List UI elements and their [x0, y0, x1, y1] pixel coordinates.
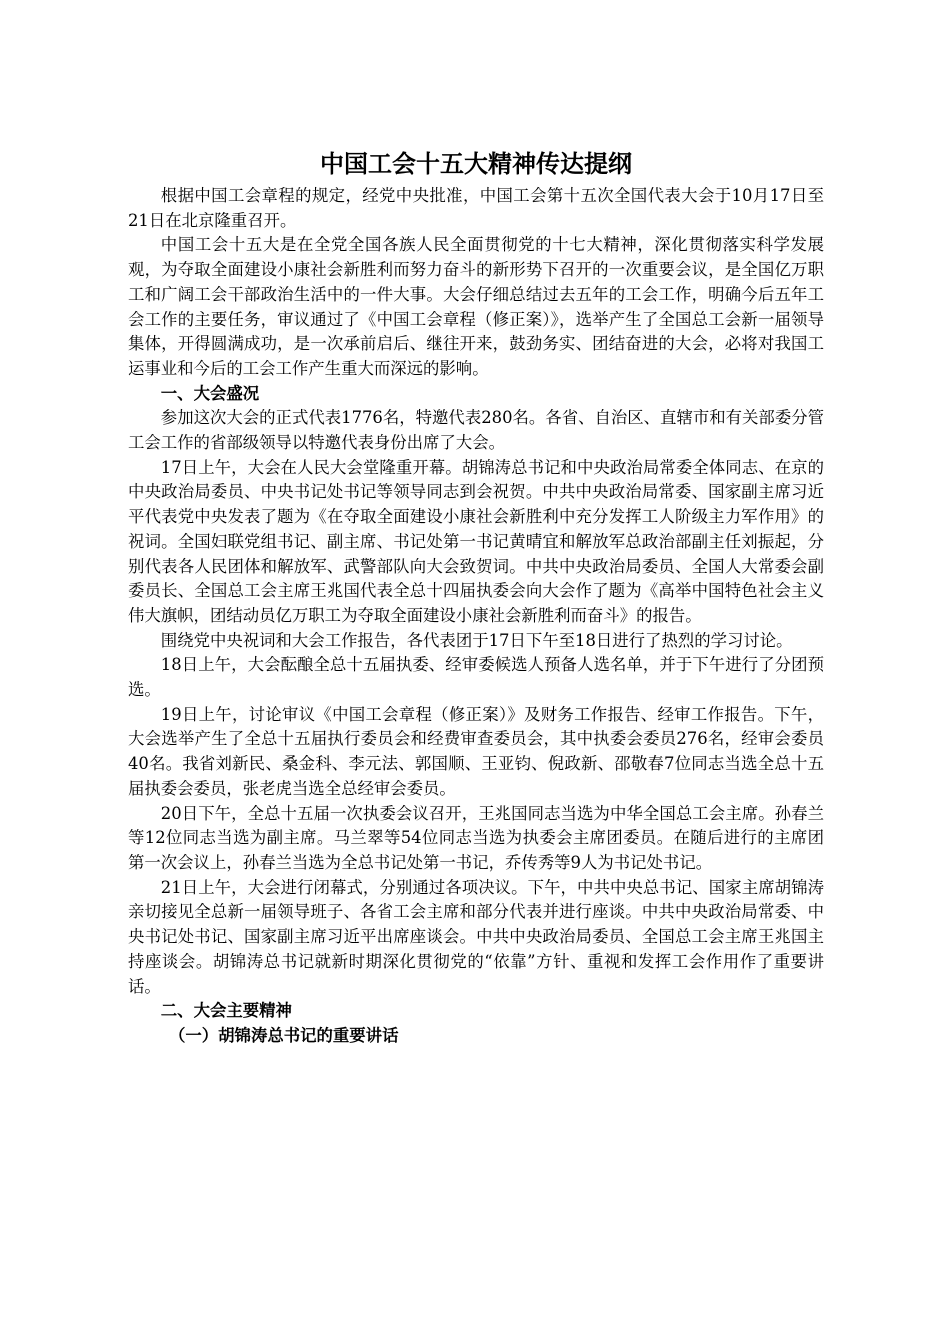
- subsection-heading-1: （一）胡锦涛总书记的重要讲话: [169, 1025, 399, 1045]
- paragraph-opening: 17日上午，大会在人民大会堂隆重开幕。胡锦涛总书记和中央政治局常委全体同志、在京的中央政治局委员、中央书记处书记等领导同志到会祝贺。中共中央政治局常委、国家副主席习近平代表党中央发表了题为《在夺取全面建设小康社会新胜利中充分发挥工人阶级主力军作用》的祝词。全国妇联党组书记、副主席、书记处第一书记黄晴宜和解放军总政治部副主任刘振起，分别代表各人民团体和解放军、武警部队向大会致贺词。中共中央政治局委员、全国人大常委会副委员长、全国总工会主席王兆国代表全总十四届执委会向大会作了题为《高举中国特色社会主义伟大旗帜，团结动员亿万职工为夺取全面建设小康社会新胜利而奋斗》的报告。: [128, 457, 824, 625]
- section-heading-1: 一、大会盛况: [160, 383, 260, 403]
- paragraph-day18: 18日上午，大会酝酿全总十五届执委、经审委候选人预备人选名单，并于下午进行了分团预选。: [128, 655, 824, 700]
- paragraph-day19: 19日上午，讨论审议《中国工会章程（修正案）》及财务工作报告、经审工作报告。下午，大会选举产生了全总十五届执行委员会和经费审查委员会，其中执委会委员276名，经审会委员40名。我省刘新民、桑金科、李元法、郭国顺、王亚钧、倪政新、邵敬春7位同志当选全总十五届执委会委员，张老虎当选全总经审会委员。: [128, 704, 824, 798]
- paragraph-significance: 中国工会十五大是在全党全国各族人民全面贯彻党的十七大精神，深化贯彻落实科学发展观，为夺取全面建设小康社会新胜利而努力奋斗的新形势下召开的一次重要会议，是全国亿万职工和广阔工会干部政治生活中的一件大事。大会仔细总结过去五年的工会工作，明确今后五年工会工作的主要任务，审议通过了《中国工会章程（修正案）》，选举产生了全国总工会新一届领导集体，开得圆满成功，是一次承前启后、继往开来，鼓劲务实、团结奋进的大会，必将对我国工运事业和今后的工会工作产生重大而深远的影响。: [128, 235, 824, 378]
- document-title: 中国工会十五大精神传达提纲: [320, 149, 632, 178]
- paragraph-day21: 21日上午，大会进行闭幕式，分别通过各项决议。下午，中共中央总书记、国家主席胡锦涛亲切接见全总新一届领导班子、各省工会主席和部分代表并进行座谈。中共中央政治局常委、中央书记处书记、国家副主席习近平出席座谈会。中共中央政治局委员、全国总工会主席王兆国主持座谈会。胡锦涛总书记就新时期深化贯彻党的“依靠”方针、重视和发挥工会作用作了重要讲话。: [128, 877, 824, 996]
- paragraph-discussion: 围绕党中央祝词和大会工作报告，各代表团于17日下午至18日进行了热烈的学习讨论。: [160, 630, 793, 650]
- paragraph-delegates: 参加这次大会的正式代表1776名，特邀代表280名。各省、自治区、直辖市和有关部委分管工会工作的省部级领导以特邀代表身份出席了大会。: [128, 408, 824, 453]
- paragraph-intro: 根据中国工会章程的规定，经党中央批准，中国工会第十五次全国代表大会于10月17日至21日在北京隆重召开。: [128, 186, 824, 230]
- document-body: [128, 148, 824, 1049]
- paragraph-day20: 20日下午，全总十五届一次执委会议召开，王兆国同志当选为中华全国总工会主席。孙春兰等12位同志当选为副主席。马兰翠等54位同志当选为执委会主席团委员。在随后进行的主席团第一次会议上，孙春兰当选为全总书记处第一书记，乔传秀等9人为书记处书记。: [128, 803, 824, 872]
- section-heading-2: 二、大会主要精神: [160, 1001, 292, 1021]
